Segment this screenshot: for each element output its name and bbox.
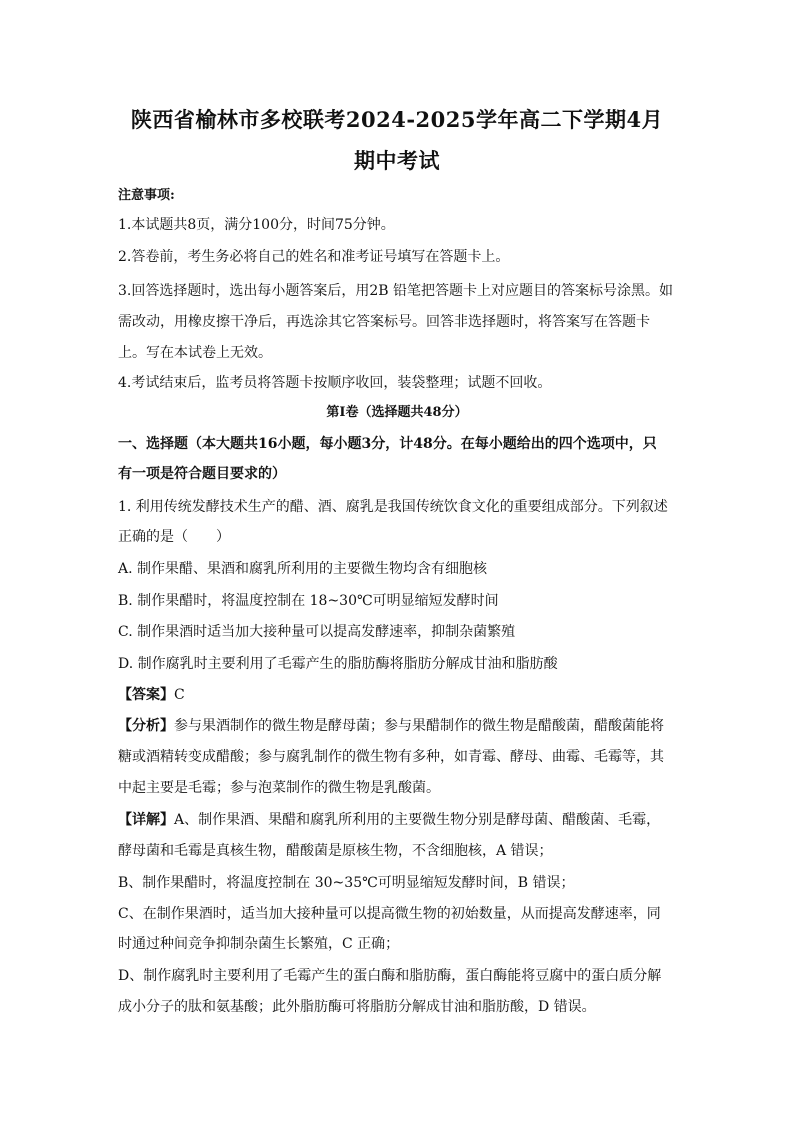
detail-label: 【详解】 — [118, 812, 174, 828]
notice-line: 4.考试结束后，监考员将答题卡按顺序收回，装袋整理；试题不回收。 — [118, 375, 552, 391]
option-d: D. 制作腐乳时主要利用了毛霉产生的脂肪酶将脂肪分解成甘油和脂肪酸 — [118, 656, 558, 672]
detail-text: A、制作果酒、果醋和腐乳所利用的主要微生物分别是酵母菌、醋酸菌、毛霉， — [174, 812, 661, 828]
detail-line: 时通过种间竞争抑制杂菌生长繁殖，C 正确； — [118, 936, 400, 952]
notice-line: 1.本试题共8页，满分100分，时间75分钟。 — [118, 217, 395, 233]
notice-line: 需改动，用橡皮擦干净后，再选涂其它答案标号。回答非选择题时，将答案写在答题卡 — [118, 314, 650, 330]
detail-line: D、制作腐乳时主要利用了毛霉产生的蛋白酶和脂肪酶，蛋白酶能将豆腐中的蛋白质分解 — [118, 968, 662, 984]
analysis-line: 糖或酒精转变成醋酸；参与腐乳制作的微生物有多种，如青霉、酵母、曲霉、毛霉等，其 — [118, 749, 664, 765]
section-title: 第Ⅰ卷（选择题共48分） — [326, 405, 468, 420]
analysis-label: 【分析】 — [118, 718, 174, 734]
detail-line: C、在制作果酒时，适当加大接种量可以提高微生物的初始数量，从而提高发酵速率，同 — [118, 906, 661, 922]
answer-line — [118, 685, 678, 705]
analysis-text: 参与果酒制作的微生物是酵母菌；参与果醋制作的微生物是醋酸菌，醋酸菌能将 — [174, 718, 664, 734]
notice-line: 3.回答选择题时，选出每小题答案后，用2B 铅笔把答题卡上对应题目的答案标号涂黑。如 — [118, 283, 674, 299]
option-b: B. 制作果醋时，将温度控制在 18~30℃可明显缩短发酵时间 — [118, 593, 499, 609]
detail-line: 酵母菌和毛霉是真核生物，醋酸菌是原核生物，不含细胞核，A 错误； — [118, 843, 553, 859]
detail-line — [118, 810, 678, 830]
detail-line: B、制作果醋时，将温度控制在 30~35℃可明显缩短发酵时间，B 错误； — [118, 875, 575, 891]
page-title-line1: 陕西省榆林市多校联考2024-2025学年高二下学期4月 — [130, 107, 664, 132]
analysis-line: 中起主要是毛霉；参与泡菜制作的微生物是乳酸菌。 — [118, 780, 440, 796]
option-a: A. 制作果醋、果酒和腐乳所利用的主要微生物均含有细胞核 — [118, 561, 488, 577]
question-stem: 1. 利用传统发酵技术生产的醋、酒、腐乳是我国传统饮食文化的重要组成部分。下列叙述 — [118, 499, 668, 515]
option-c: C. 制作果酒时适当加大接种量可以提高发酵速率，抑制杂菌繁殖 — [118, 624, 516, 640]
analysis-line — [118, 716, 678, 736]
section-instruction: 有一项是符合题目要求的） — [118, 466, 286, 482]
question-stem: 正确的是（ ） — [118, 529, 230, 545]
answer-value: C — [174, 687, 185, 703]
page-title-line2: 期中考试 — [354, 148, 440, 173]
notice-line: 上。写在本试卷上无效。 — [118, 345, 272, 361]
answer-label: 【答案】 — [118, 687, 174, 703]
section-instruction: 一、选择题（本大题共16小题，每小题3分，计48分。在每小题给出的四个选项中，只 — [118, 436, 657, 452]
notice-line: 2.答卷前，考生务必将自己的姓名和准考证号填写在答题卡上。 — [118, 249, 510, 265]
detail-line: 成小分子的肽和氨基酸；此外脂肪酶可将脂肪分解成甘油和脂肪酸，D 错误。 — [118, 999, 596, 1015]
notice-heading: 注意事项: — [118, 188, 175, 203]
